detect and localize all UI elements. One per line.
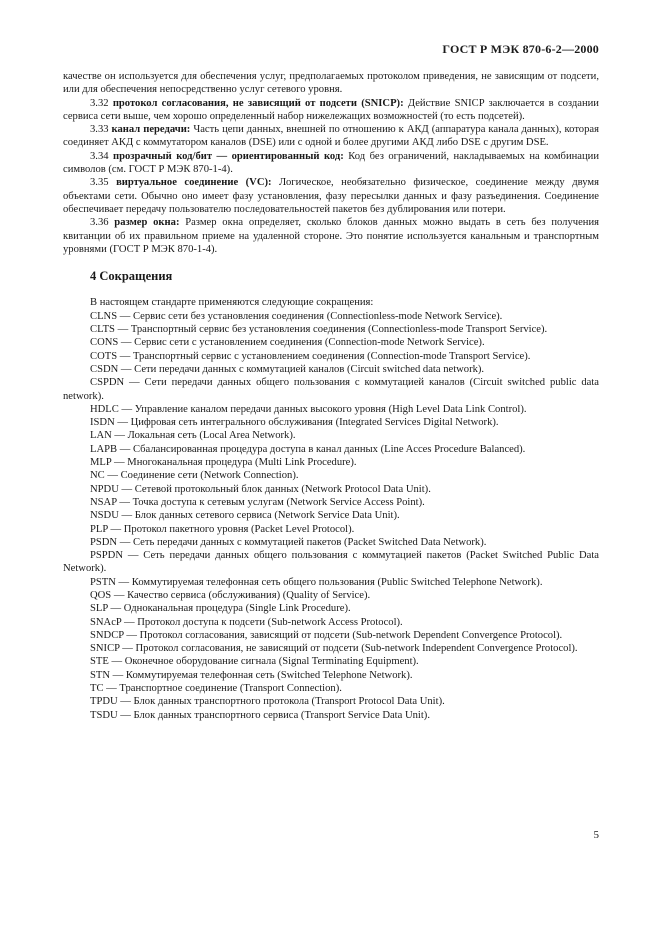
abbreviation-entry: SNDCP — Протокол согласования, зависящий от подсети (Sub-network Dependent Convergence Protocol).	[90, 629, 563, 641]
document-header: ГОСТ Р МЭК 870-6-2—2000	[442, 42, 599, 56]
abbreviation-entry: NC — Соединение сети (Network Connection).	[90, 470, 299, 482]
definition-text: Размер окна определяет, сколько блоков данных можно выдать в сеть без получения квитанции об их правильном приеме на удаленной стороне. Это понятие используется канальным и транспортным уровнями (ГОСТ Р МЭК 870-1-4).	[63, 217, 599, 255]
page-content	[63, 70, 599, 722]
abbreviation-entry: SNICP — Протокол согласования, не зависящий от подсети (Sub-network Independent Convergence Protocol).	[90, 643, 578, 655]
page-number: 5	[593, 829, 599, 841]
definition-text: Код без ограничений, накладываемых на комбинации символов (см. ГОСТ Р МЭК 870-1-4).	[63, 150, 599, 176]
definition-term: размер окна:	[114, 217, 180, 229]
abbreviation-entry: MLP — Многоканальная процедура (Multi Link Procedure).	[90, 457, 357, 469]
abbreviation-entry: STE — Оконечное оборудование сигнала (Signal Terminating Equipment).	[90, 656, 419, 668]
abbreviation-entry: TC — Транспортное соединение (Transport Connection).	[90, 683, 342, 695]
definition-3-34	[63, 150, 599, 177]
abbreviation-entry: LAPB — Сбалансированная процедура доступа в канал данных (Line Acces Procedure Balanced).	[90, 443, 526, 455]
definition-term: канал передачи:	[111, 124, 191, 136]
abbreviation-entry: PLP — Протокол пакетного уровня (Packet Level Protocol).	[90, 523, 355, 535]
abbreviation-entry: QOS — Качество сервиса (обслуживания) (Quality of Service).	[90, 589, 371, 601]
abbreviation-entry: CLNS — Сервис сети без установления соединения (Connectionless-mode Network Service).	[90, 310, 503, 322]
definition-number: 3.35	[90, 177, 109, 189]
abbreviation-entry: PSPDN — Сеть передачи данных общего пользования с коммутацией пакетов (Packet Switched Public Data Network).	[63, 550, 599, 575]
abbreviation-entry: CLTS — Транспортный сервис без установления соединения (Connectionless-mode Transport Service).	[90, 324, 548, 336]
abbreviation-entry: CSPDN — Сети передачи данных общего пользования с коммутацией каналов (Circuit switched public data network).	[63, 377, 599, 402]
definition-3-35	[63, 176, 599, 216]
abbreviation-entry: STN — Коммутируемая телефонная сеть (Switched Telephone Network).	[90, 669, 413, 681]
definition-3-36	[63, 216, 599, 256]
abbreviation-entry: NSAP — Точка доступа к сетевым услугам (Network Service Access Point).	[90, 496, 425, 508]
abbreviation-entry: SLP — Одноканальная процедура (Single Link Procedure).	[90, 603, 351, 615]
abbreviations-intro: В настоящем стандарте применяются следующие сокращения:	[90, 297, 374, 309]
abbreviation-entry: NPDU — Сетевой протокольный блок данных (Network Protocol Data Unit).	[90, 483, 431, 495]
definition-3-32	[63, 97, 599, 124]
definition-text: Действие SNICP заключается в создании сервиса сети выше, чем хорошо определенный набор нижележащих возможностей (то есть подсетей).	[63, 97, 599, 122]
definition-3-33	[63, 123, 599, 150]
abbreviation-entry: SNAcP — Протокол доступа к подсети (Sub-network Access Protocol).	[90, 616, 403, 628]
abbreviation-entry: ISDN — Цифровая сеть интегрального обслуживания (Integrated Services Digital Network).	[90, 417, 499, 429]
abbreviations-list	[63, 310, 599, 722]
section-title: 4 Сокращения	[90, 269, 173, 284]
abbreviation-entry: PSDN — Сеть передачи данных с коммутацией пакетов (Packet Switched Data Network).	[90, 536, 487, 548]
abbreviation-entry: CONS — Сервис сети с установлением соединения (Connection-mode Network Service).	[90, 337, 485, 349]
abbreviation-entry: LAN — Локальная сеть (Local Area Network).	[90, 430, 296, 442]
definition-term: прозрачный код/бит — ориентированный код:	[113, 150, 344, 162]
definition-text: Часть цепи данных, внешней по отношению к АКД (аппаратура канала данных), которая соединяет АКД с коммутатором каналов (DSE) или с одной и более другими АКД либо DSE с другим DSE.	[63, 124, 599, 149]
abbreviation-entry: TPDU — Блок данных транспортного протокола (Transport Protocol Data Unit).	[90, 696, 445, 708]
abbreviation-entry: HDLC — Управление каналом передачи данных высокого уровня (High Level Data Link Control).	[90, 403, 527, 415]
abbreviation-entry: NSDU — Блок данных сетевого сервиса (Network Service Data Unit).	[90, 510, 400, 522]
definition-term: протокол согласования, не зависящий от подсети (SNICP):	[112, 97, 404, 109]
abbreviation-entry: CSDN — Сети передачи данных с коммутацией каналов (Circuit switched data network).	[90, 363, 485, 375]
definition-number: 3.32	[90, 97, 109, 109]
definition-number: 3.36	[90, 217, 109, 229]
abbreviation-entry: TSDU — Блок данных транспортного сервиса (Transport Service Data Unit).	[90, 709, 430, 721]
abbreviation-entry: PSTN — Коммутируемая телефонная сеть общего пользования (Public Switched Telephone Network).	[90, 576, 543, 588]
definition-text: Логическое, необязательно физическое, соединение между двумя объектами сети. Обычно оно имеет фазу установления, фазу пересылки данных и фазу разъединения. Соединение обеспечивает передачу пользователю последовательностей пакетов без дублирования или потери.	[63, 177, 599, 215]
definition-continuation: качестве он используется для обеспечения услуг, предполагаемых протоколом приведения, не зависящим от подсети, или для обеспечения непосредственно услуг сетевого уровня.	[63, 71, 599, 96]
definition-number: 3.34	[90, 150, 109, 162]
definition-number: 3.33	[90, 124, 109, 136]
abbreviation-entry: COTS — Транспортный сервис с установлением соединения (Connection-mode Transport Service).	[90, 350, 531, 362]
definition-term: виртуальное соединение (VC):	[116, 177, 272, 189]
